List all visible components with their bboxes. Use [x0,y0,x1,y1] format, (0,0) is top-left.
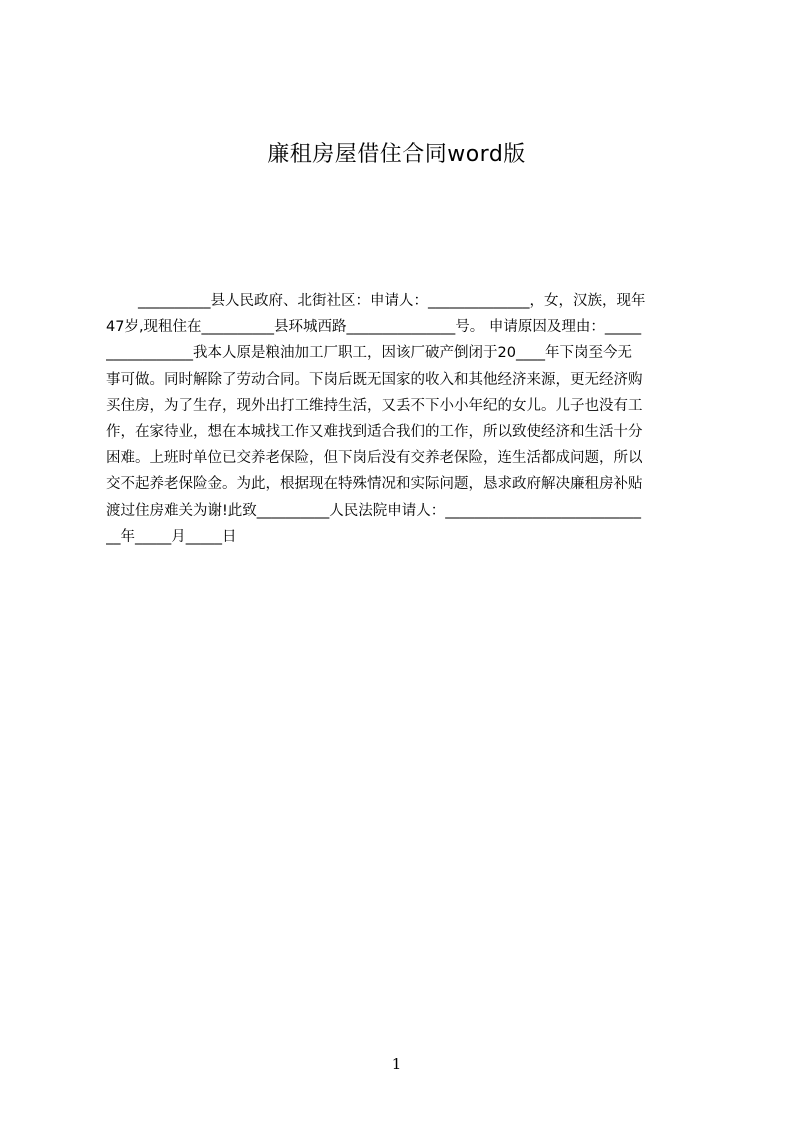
body-line: 交不起养老保险金。为此，根据现在特殊情况和实际问题，恳求政府解决廉租房补贴 [106,476,643,493]
body-line: ____________我本人原是粮油加工厂职工，因该厂破产倒闭于20____年下岗至今无 [106,345,632,362]
body-line: 47岁,现租住在__________县环城西路_______________号。 申请原因及理由：_____ [106,319,642,336]
body-line: __________县人民政府、北街社区：申请人：______________，女，汉族，现年 [138,293,646,309]
body-line: 渡过住房难关为谢!此致__________人民法院申请人：___________________________ [106,502,642,519]
body-line: 作，在家待业，想在本城找工作又难找到适合我们的工作，所以致使经济和生活十分 [106,423,643,440]
body-line: 事可做。同时解除了劳动合同。下岗后既无国家的收入和其他经济来源，更无经济购 [106,371,643,388]
document-title: 廉租房屋借住合同word版 [267,142,526,167]
body-line: 买住房，为了生存，现外出打工维持生活，又丢不下小小年纪的女儿。儿子也没有工 [106,397,643,414]
body-line: 困难。上班时单位已交养老保险，但下岗后没有交养老保险，连生活都成问题，所以 [106,450,643,467]
document-body [106,288,699,550]
body-line: __年_____月_____日 [106,528,237,545]
page-number: 1 [391,1055,402,1073]
